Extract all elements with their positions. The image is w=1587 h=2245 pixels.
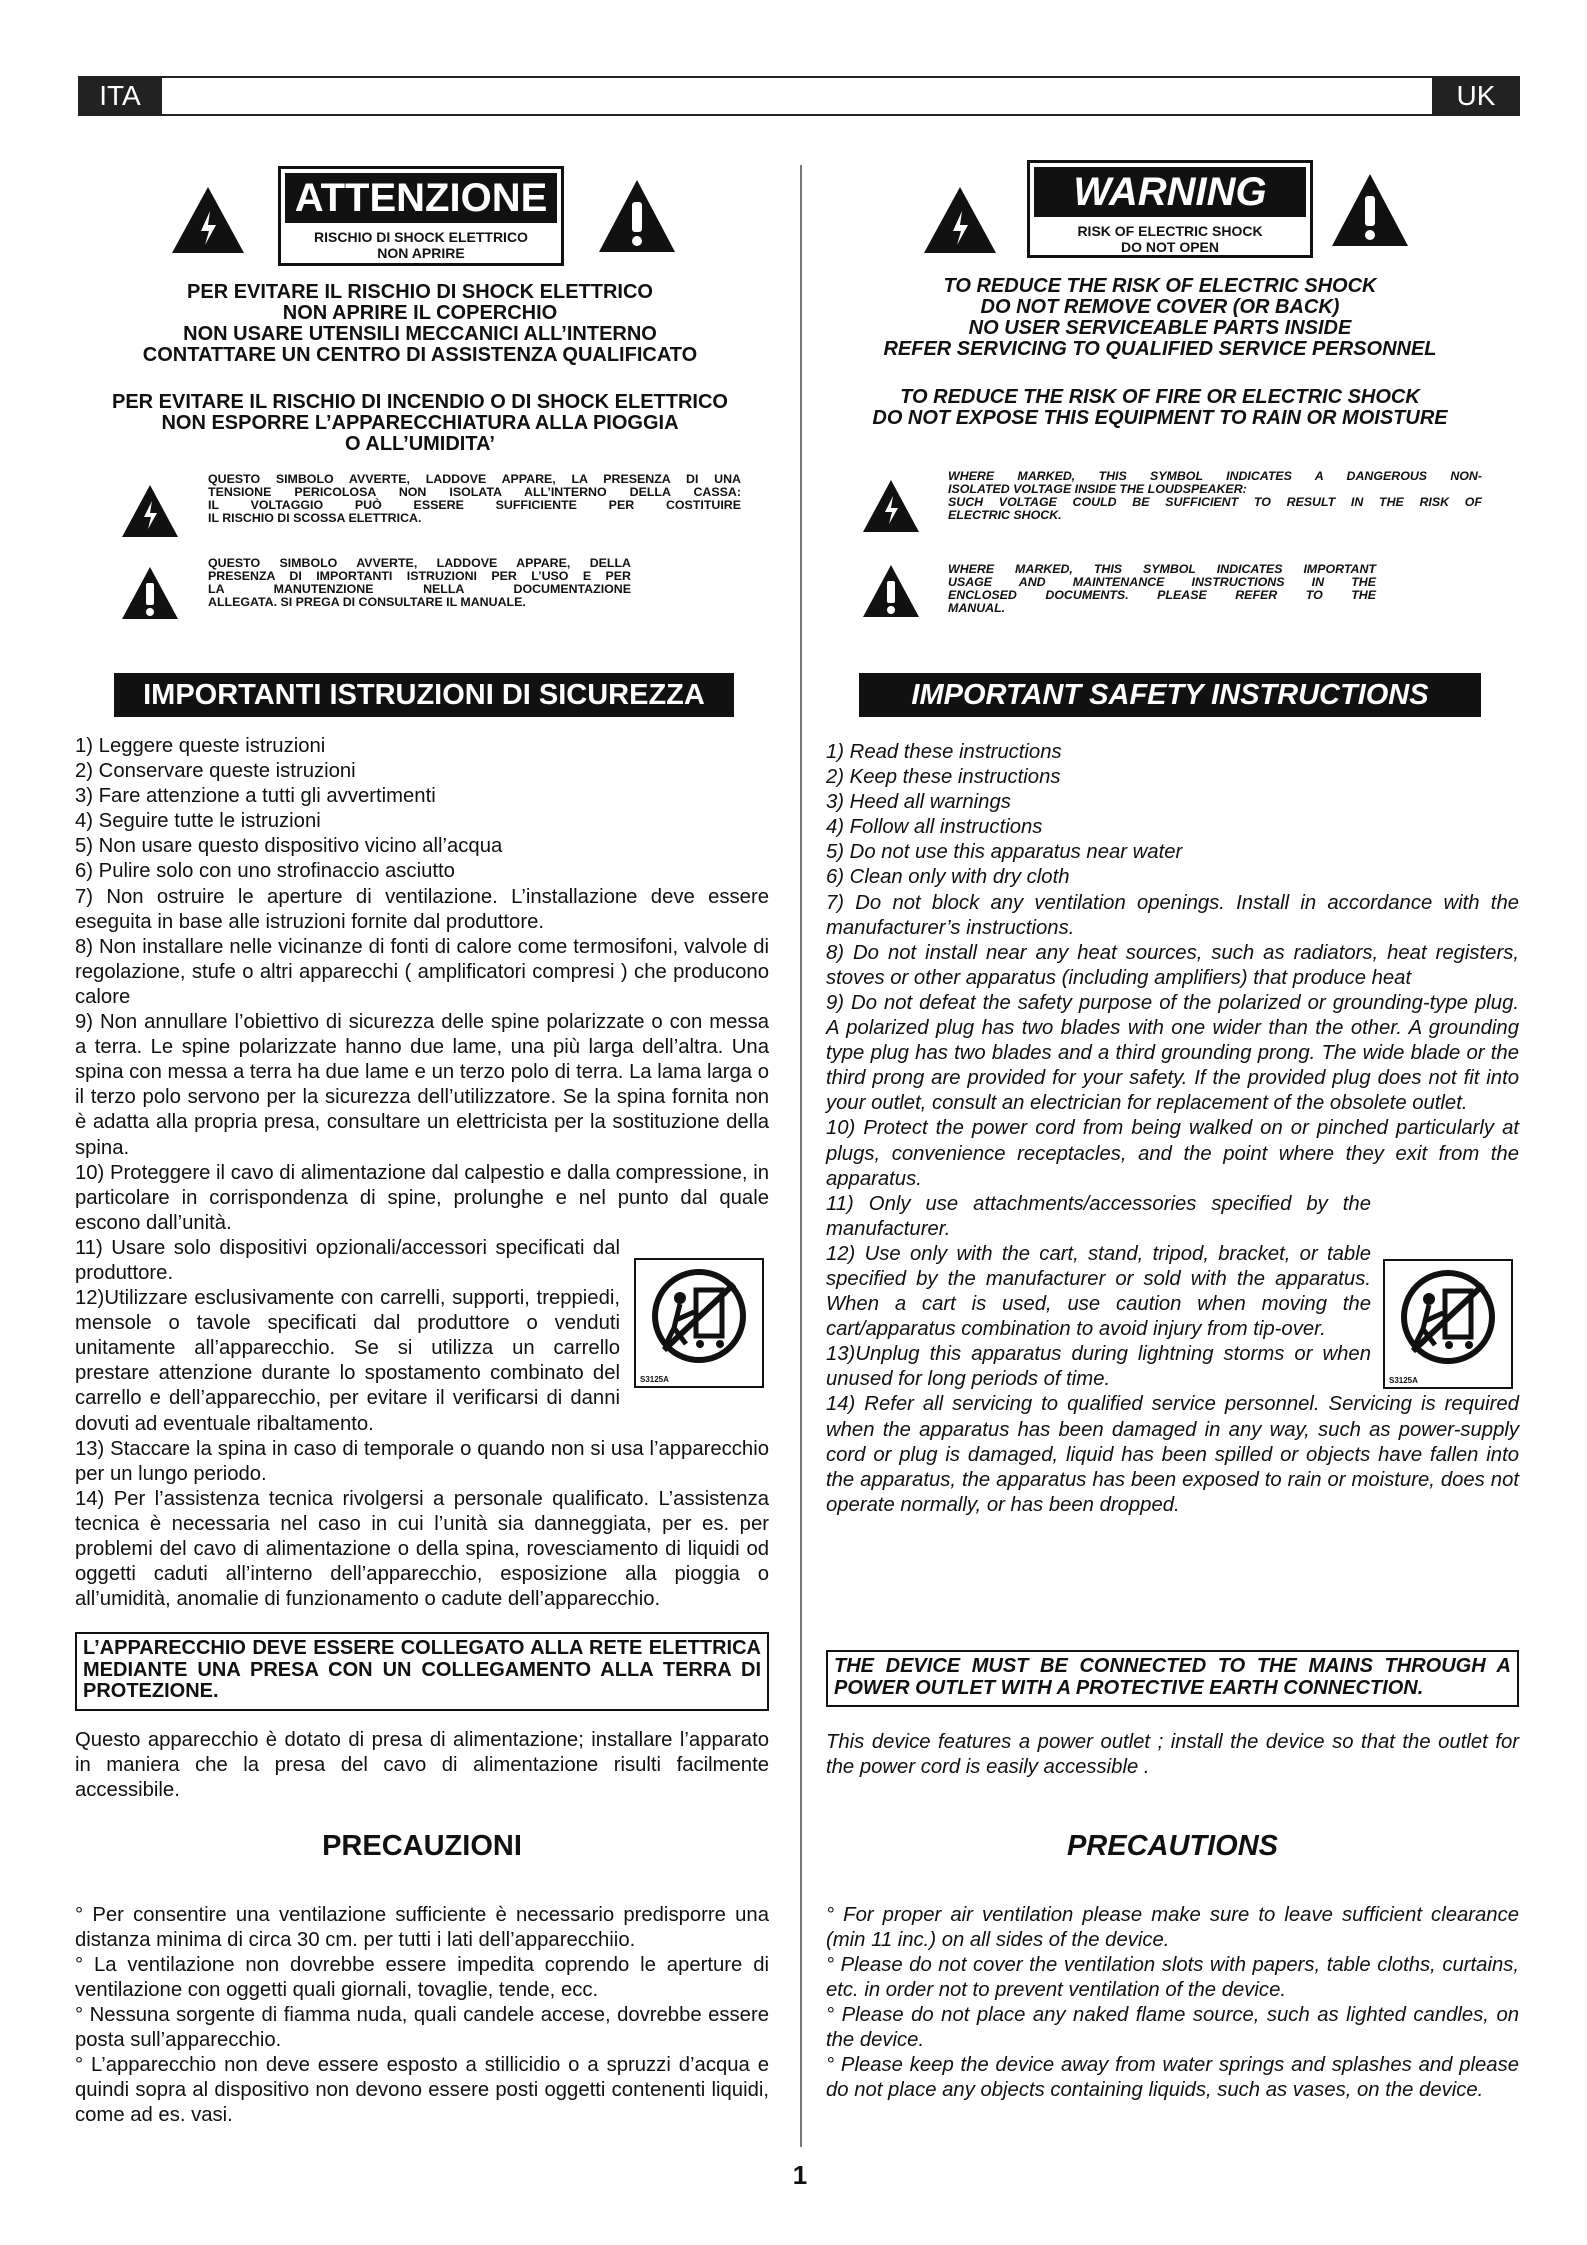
symbol-line: ELECTRIC SHOCK.	[948, 508, 1062, 522]
symbol-line: QUESTO SIMBOLO AVVERTE, LADDOVE APPARE, DELLA	[208, 556, 631, 570]
lightning-symbol-icon	[861, 478, 921, 539]
warn-line: REFER SERVICING TO QUALIFIED SERVICE PERSONNEL	[883, 338, 1437, 360]
warn-line: CONTATTARE UN CENTRO DI ASSISTENZA QUALIFICATO	[142, 344, 698, 366]
caution-warning-icon	[1330, 172, 1410, 253]
instruction-item: 10) Proteggere il cavo di alimentazione dal calpestio e dalla compressione, in particolare in corrispondenza di spine, prolunghe e nel punto dal quale escono dall’unità.	[75, 1161, 769, 1234]
instruction-item: 11) Only use attachments/accessories specified by the manufacturer.	[826, 1192, 1371, 1240]
instruction-item: 5) Non usare questo dispositivo vicino all’acqua	[75, 835, 503, 858]
precaution-item: ° Nessuna sorgente di fiamma nuda, quali candele accese, dovrebbe essere posta sull’apparecchio.	[75, 2004, 769, 2051]
warn-line: NON ESPORRE L’APPARECCHIATURA ALLA PIOGGIA	[161, 412, 679, 434]
warning-sign	[1027, 160, 1313, 258]
instruction-item: 2) Keep these instructions	[826, 766, 1061, 789]
precaution-item: ° L’apparecchio non deve essere esposto a stillicidio o a spruzzi d’acqua e quindi sopra al dispositivo non devono essere posti oggetti contenenti liquidi, come ad es. vasi.	[75, 2054, 769, 2126]
attenzione-sign	[278, 166, 564, 266]
instruction-item: 3) Fare attenzione a tutti gli avvertimenti	[75, 785, 436, 808]
instruction-item: 3) Heed all warnings	[826, 791, 1011, 814]
uk-earth-text: This device features a power outlet ; install the device so that the outlet for the power cord is easily accessible .	[826, 1731, 1519, 1778]
column-divider	[800, 165, 802, 2147]
instruction-item: 10) Protect the power cord from being walked on or pinched particularly at plugs, convenience receptacles, and the point where they exit from the apparatus.	[826, 1117, 1519, 1190]
precaution-item: ° La ventilazione non dovrebbe essere impedita coprendo le aperture di ventilazione con oggetti quali giornali, tovaglie, tende, ecc.	[75, 1954, 769, 2001]
symbol-line: PRESENZA DI IMPORTANTI ISTRUZIONI PER L’USO E PER	[208, 569, 631, 583]
instruction-item: 9) Do not defeat the safety purpose of the polarized or grounding-type plug. A polarized plug has two blades with one wider than the other. A grounding type plug has two blades and a third grounding prong. The wide blade or the third prong are provided for your safety. If the provided plug does not fit into your outlet, consult an electrician for replacement of the obsolete outlet.	[826, 991, 1519, 1115]
exclamation-symbol-icon	[861, 563, 921, 624]
symbol-line: ALLEGATA. SI PREGA DI CONSULTARE IL MANUALE.	[208, 595, 526, 609]
symbol-line: ISOLATED VOLTAGE INSIDE THE LOUDSPEAKER:	[948, 482, 1247, 496]
instruction-item: 5) Do not use this apparatus near water	[826, 841, 1183, 864]
warn-line: PER EVITARE IL RISCHIO DI SHOCK ELETTRICO	[187, 281, 653, 303]
shock-warning-icon	[170, 185, 246, 260]
symbol-line: TENSIONE PERICOLOSA NON ISOLATA ALL’INTERNO DELLA CASSA:	[208, 485, 741, 499]
cart-tip-over-icon	[634, 1258, 764, 1388]
warn-line: DO NOT EXPOSE THIS EQUIPMENT TO RAIN OR MOISTURE	[872, 407, 1448, 429]
ita-earth-text: Questo apparecchio è dotato di presa di alimentazione; installare l’apparato in maniera che la presa del cavo di alimentazione risulti facilmente accessibile.	[75, 1729, 769, 1801]
ita-precautions	[75, 1903, 769, 2128]
symbol-line: QUESTO SIMBOLO AVVERTE, LADDOVE APPARE, LA PRESENZA DI UNA	[208, 472, 741, 486]
ita-earth-box: L’APPARECCHIO DEVE ESSERE COLLEGATO ALLA RETE ELETTRICA MEDIANTE UNA PRESA CON UN COLLEGAMENTO ALLA TERRA DI PROTEZIONE.	[75, 1632, 769, 1711]
instruction-item: 7) Do not block any ventilation openings. Install in accordance with the manufacturer’s instructions.	[826, 891, 1519, 939]
instruction-item: 1) Read these instructions	[826, 741, 1062, 763]
instruction-item: 14) Refer all servicing to qualified service personnel. Servicing is required when the apparatus has been damaged in any way, such as power-supply cord or plug is damaged, liquid has been spilled or objects have fallen into the apparatus, the apparatus has been exposed to rain or moisture, does not operate normally, or has been dropped.	[826, 1393, 1519, 1516]
uk-exclamation-symbol-text	[948, 563, 1376, 615]
warn-line: O ALL’UMIDITA’	[345, 433, 495, 455]
uk-shock-warning	[815, 276, 1505, 360]
instruction-item: 12) Use only with the cart, stand, tripod, bracket, or table specified by the manufacturer or sold with the apparatus. When a cart is used, use caution when moving the cart/apparatus combination to avoid injury from tip-over.	[826, 1242, 1371, 1341]
sign-sub-2: NON APRIRE	[377, 245, 465, 261]
ita-safety-title: IMPORTANTI ISTRUZIONI DI SICUREZZA	[114, 673, 734, 717]
symbol-line: LA MANUTENZIONE NELLA DOCUMENTAZIONE	[208, 582, 631, 596]
uk-instructions	[826, 740, 1519, 1518]
sign-title: WARNING	[1034, 167, 1306, 217]
warn-line: TO REDUCE THE RISK OF FIRE OR ELECTRIC SHOCK	[900, 386, 1420, 408]
instruction-item: 12)Utilizzare esclusivamente con carrelli, supporti, treppiedi, mensole o tavole specificati dal produttore o venduti unitamente all’apparecchio. Se si utilizza un carrello prestare attenzione durante lo spostamento combinato del carrello e dell’apparecchio, per evitare il verificarsi di danni dovuti ad eventuale ribaltamento.	[75, 1287, 620, 1435]
ita-precautions-title: PRECAUZIONI	[322, 1830, 522, 1862]
symbol-line: WHERE MARKED, THIS SYMBOL INDICATES A DANGEROUS NON-	[948, 469, 1482, 483]
instruction-item: 14) Per l’assistenza tecnica rivolgersi a personale qualificato. L’assistenza tecnica è necessaria nel caso in cui l’unità sia danneggiata, per es. per problemi del cavo di alimentazione o della spina, rovesciamento di liquidi od oggetti caduti all’interno dell’apparecchio, esposizione alla pioggia o all’umidità, anomalie di funzionamento o cadute dell’apparecchio.	[75, 1487, 769, 1611]
lightning-symbol-icon	[120, 483, 180, 544]
precaution-item: ° Please do not cover the ventilation slots with papers, table cloths, curtains, etc. in order not to prevent ventilation of the device.	[826, 1954, 1519, 2001]
ita-exclamation-symbol-text	[208, 557, 631, 609]
instruction-item: 4) Seguire tutte le istruzioni	[75, 810, 321, 833]
instruction-item: 2) Conservare queste istruzioni	[75, 760, 356, 783]
warn-line: NON USARE UTENSILI MECCANICI ALL’INTERNO	[183, 323, 657, 345]
instruction-item: 8) Non installare nelle vicinanze di fonti di calore come termosifoni, valvole di regolazione, stufe o altri apparecchi ( amplificatori compresi ) che producono calore	[75, 935, 769, 1008]
warn-line: DO NOT REMOVE COVER (OR BACK)	[980, 296, 1340, 318]
instruction-item: 13) Staccare la spina in caso di temporale o quando non si usa l’apparecchio per un lungo periodo.	[75, 1437, 769, 1485]
uk-precautions-title: PRECAUTIONS	[1066, 1830, 1279, 1862]
exclamation-symbol-icon	[120, 565, 180, 626]
warn-line: TO REDUCE THE RISK OF ELECTRIC SHOCK	[943, 275, 1377, 297]
warn-line: PER EVITARE IL RISCHIO DI INCENDIO O DI SHOCK ELETTRICO	[112, 391, 728, 413]
symbol-line: USAGE AND MAINTENANCE INSTRUCTIONS IN THE	[948, 575, 1376, 589]
precaution-item: ° For proper air ventilation please make sure to leave sufficient clearance (min 11 inc.) on all sides of the device.	[826, 1904, 1519, 1951]
uk-earth-box: THE DEVICE MUST BE CONNECTED TO THE MAINS THROUGH A POWER OUTLET WITH A PROTECTIVE EARTH CONNECTION.	[826, 1650, 1519, 1707]
instruction-item: 6) Clean only with dry cloth	[826, 866, 1070, 889]
instruction-item: 13)Unplug this apparatus during lightning storms or when unused for long periods of time.	[826, 1343, 1371, 1391]
ita-instructions	[75, 734, 769, 1612]
sign-title: ATTENZIONE	[285, 173, 557, 223]
uk-safety-title: IMPORTANT SAFETY INSTRUCTIONS	[859, 673, 1481, 717]
header-bar	[78, 76, 1520, 116]
sign-sub-2: DO NOT OPEN	[1120, 239, 1219, 255]
ita-fire-warning	[75, 392, 765, 455]
symbol-line: WHERE MARKED, THIS SYMBOL INDICATES IMPORTANT	[948, 562, 1376, 576]
instruction-item: 4) Follow all instructions	[826, 816, 1043, 839]
shock-warning-icon	[922, 185, 998, 260]
cart-label: S3125A	[640, 1375, 669, 1384]
page-number: 1	[792, 2160, 808, 2190]
cart-tip-over-icon	[1383, 1259, 1513, 1389]
ita-shock-warning	[75, 282, 765, 366]
symbol-line: MANUAL.	[948, 601, 1006, 615]
sign-sub-1: RISCHIO DI SHOCK ELETTRICO	[314, 229, 528, 245]
precaution-item: ° Per consentire una ventilazione sufficiente è necessario predisporre una distanza minima di circa 30 cm. per tutti i lati dell’apparecchiio.	[75, 1904, 769, 1951]
uk-lightning-symbol-text	[948, 470, 1482, 522]
instruction-item: 8) Do not install near any heat sources, such as radiators, heat registers, stoves or other apparatus (including amplifiers) that produce heat	[826, 941, 1519, 989]
ita-lightning-symbol-text	[208, 473, 741, 525]
precaution-item: ° Please keep the device away from water springs and splashes and please do not place any objects containing liquids, such as vases, on the device.	[826, 2054, 1519, 2101]
symbol-line: IL RISCHIO DI SCOSSA ELETTRICA.	[208, 511, 422, 525]
precaution-item: ° Please do not place any naked flame source, such as lighted candles, on the device.	[826, 2004, 1519, 2051]
instruction-item: 6) Pulire solo con uno strofinaccio asciutto	[75, 860, 455, 883]
symbol-line: SUCH VOLTAGE COULD BE SUFFICIENT TO RESULT IN THE RISK OF	[948, 495, 1482, 509]
instruction-item: 7) Non ostruire le aperture di ventilazione. L’installazione deve essere eseguita in base alle istruzioni fornite dal produttore.	[75, 885, 769, 933]
warn-line: NON APRIRE IL COPERCHIO	[282, 302, 558, 324]
symbol-line: IL VOLTAGGIO PUÒ ESSERE SUFFICIENTE PER COSTITUIRE	[208, 498, 741, 512]
instruction-item: 1) Leggere queste istruzioni	[75, 735, 326, 757]
instruction-item: 9) Non annullare l’obiettivo di sicurezza delle spine polarizzate o con messa a terra. Le spine polarizzate hanno due lame, una più larga dell’altra. Una spina con messa a terra ha due lame e un terzo polo di terra. La lama larga o il terzo polo servono per la sicurezza dell’utilizzatore. Se la spina fornita non è adatta alla propria presa, consultare un elettricista per la sostituzione della spina.	[75, 1011, 769, 1159]
warn-line: NO USER SERVICEABLE PARTS INSIDE	[968, 317, 1352, 339]
symbol-line: ENCLOSED DOCUMENTS. PLEASE REFER TO THE	[948, 588, 1376, 602]
sign-sub-1: RISK OF ELECTRIC SHOCK	[1077, 223, 1263, 239]
language-tag-uk: UK	[1432, 76, 1520, 116]
uk-fire-warning	[815, 387, 1505, 429]
caution-warning-icon	[597, 178, 677, 259]
language-tag-ita: ITA	[78, 76, 162, 116]
cart-label: S3125A	[1389, 1376, 1418, 1385]
instruction-item: 11) Usare solo dispositivi opzionali/accessori specificati dal produttore.	[75, 1236, 620, 1284]
uk-precautions	[826, 1903, 1519, 2103]
